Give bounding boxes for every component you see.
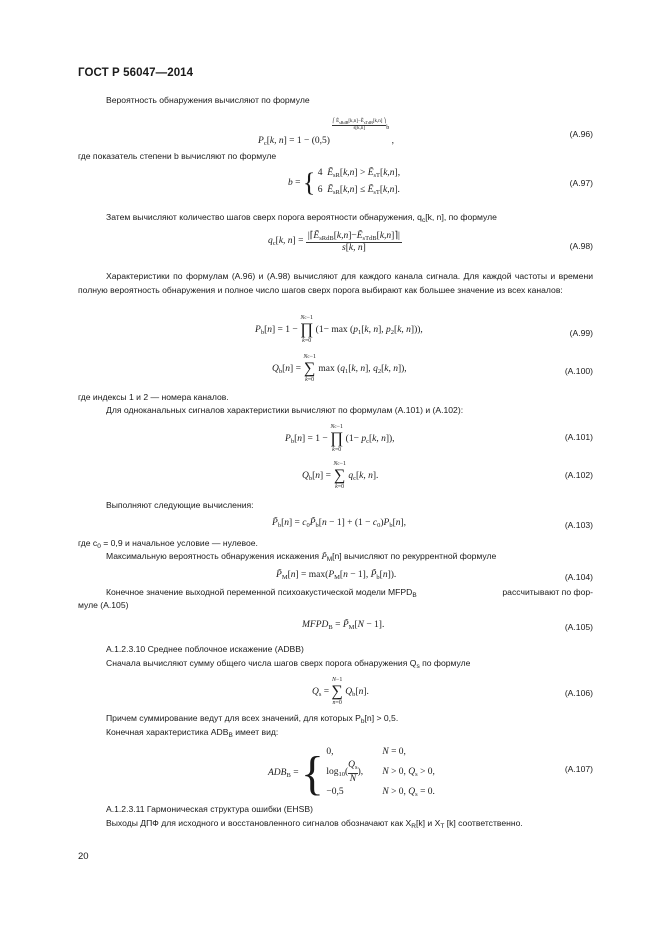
equation-number-a99: (А.99) [569, 328, 593, 338]
equation-number-a107: (А.107) [564, 764, 593, 774]
equation-a103: $P̃_b[n]$ = $c_0P̃_b[n - 1] + (1 - c_0)P_b[n]$, [272, 518, 407, 529]
equation-a98: $q_c[k$, n] = |⌈Ẽ$_{sRdB}$[k,n]−Ẽ$_{sTdB}$[k,n]⌉| s[k, n] [268, 231, 400, 253]
equation-number-a106: (А.106) [564, 688, 593, 698]
equation-a104: $P̃_M[n] = \max(P_M[n - 1]$, $P̃_b[n]$). [276, 570, 397, 581]
equation-number-a103: (А.103) [564, 520, 593, 530]
equation-number-a102: (А.102) [564, 470, 593, 480]
equation-a97: b = { 4 Ẽ$_{sR}$[k,n] > Ẽ$_{sT}$[k,n], 6 Ẽ$_{sR}$[k,n] ≤ Ẽ$_{sT}$[k,n]. [288, 168, 401, 197]
equation-a101: $P_b[n] = 1$ − Nc−1 ∏ k=0 ($1- p_c[k$, n]), [285, 424, 395, 453]
equation-number-a98: (А.98) [569, 241, 593, 251]
paragraph-7: Выполняют следующие вычисления: [106, 500, 254, 510]
equation-number-a97: (А.97) [569, 178, 593, 188]
paragraph-5: где индексы 1 и 2 — номера каналов. [78, 392, 229, 402]
equation-a102: $Q_b[n]$ = Nc−1 ∑ k=0 $q_c[k$, n]. [302, 461, 379, 490]
paragraph-8: где $c_0 = 0,9$ и начальное условие — нулевое. [78, 538, 258, 550]
paragraph-9: Максимальную вероятность обнаружения искажения $P̃_M[n]$ вычисляют по рекуррентной формуле [106, 551, 497, 563]
section-heading-a12311: А.1.2.3.11 Гармоническая структура ошибки (EHSB) [106, 804, 313, 814]
paragraph-1: Вероятность обнаружения вычисляют по формуле [106, 95, 310, 105]
paragraph-10-cont: муле (А.105) [78, 600, 129, 610]
document-header: ГОСТ Р 56047—2014 [78, 67, 194, 79]
equation-a107: $ADB_B$ = { 0, N = 0, $\log_{10}$( $\frac{Q_s}{N}$ ), N > 0, $Q_s > 0$, −0,5 N > 0, $Q_s = 0$. [268, 746, 435, 800]
paragraph-10: Конечное значение выходной переменной психоакустической модели $MFPD_B$ [106, 587, 417, 599]
paragraph-3: Затем вычисляют количество шагов сверх порога вероятности обнаружения, $q_c[k$, n], по формуле [106, 212, 497, 224]
equation-number-a101: (А.101) [564, 432, 593, 442]
equation-number-a96: (А.96) [569, 129, 593, 139]
section-heading-a12310: А.1.2.3.10 Среднее поблочное искажение (ADBB) [106, 644, 304, 654]
equation-a105: $MFPD_B$ = $P̃_M[N - 1]$. [302, 620, 385, 631]
equation-a96: $P_c[k$, n] = 1 − (0,5) ⎛ Ẽ$_{sRdB}$[k,n]−Ẽ$_{sTdB}$[k,n] ⎞ s[k,n] $^b$ , [258, 119, 394, 147]
paragraph-13: Конечная характеристика $ADB_B$ имеет вид: [106, 727, 279, 739]
equation-a99: $P_b[n] = 1$ − Nc−1 ∏ k=0 ($1- \max (p_1[k$, n], $p_2[k$, n])), [255, 315, 423, 344]
equation-a106: $Q_s$ = N−1 ∑ n=0 $Q_b[n]$. [312, 677, 369, 706]
paragraph-14: Выходы ДПФ для исходного и восстановленного сигналов обозначают как $X_R[k]$ и $X_T$ [k] соответственно. [106, 818, 523, 830]
paragraph-12: Причем суммирование ведут для всех значений, для которых $P_b[n] > 0,5$. [106, 713, 399, 725]
page-number: 20 [78, 851, 89, 862]
paragraph-6: Для одноканальных сигналов характеристики вычисляют по формулам (А.101) и (А.102): [106, 405, 464, 415]
equation-number-a105: (А.105) [564, 622, 593, 632]
paragraph-11: Сначала вычисляют сумму общего числа шагов сверх порога обнаружения $Q_s$ по формуле [106, 658, 471, 670]
equation-number-a100: (А.100) [564, 366, 593, 376]
equation-a100: $Q_b[n]$ = Nc−1 ∑ k=0 $\max (q_1[k$, n], $q_2[k$, n]), [272, 354, 407, 383]
paragraph-2: где показатель степени b вычисляют по формуле [78, 151, 277, 161]
paragraph-10-tail: рассчитывают по фор- [502, 587, 593, 597]
paragraph-4: Характеристики по формулам (А.96) и (А.98) вычисляют для каждого канала сигнала. Для каждой частоты и времени полную вероятность обнаружения и полное число шагов сверх порога выбирают как большее значение из всех каналов: [78, 271, 593, 295]
equation-number-a104: (А.104) [564, 572, 593, 582]
